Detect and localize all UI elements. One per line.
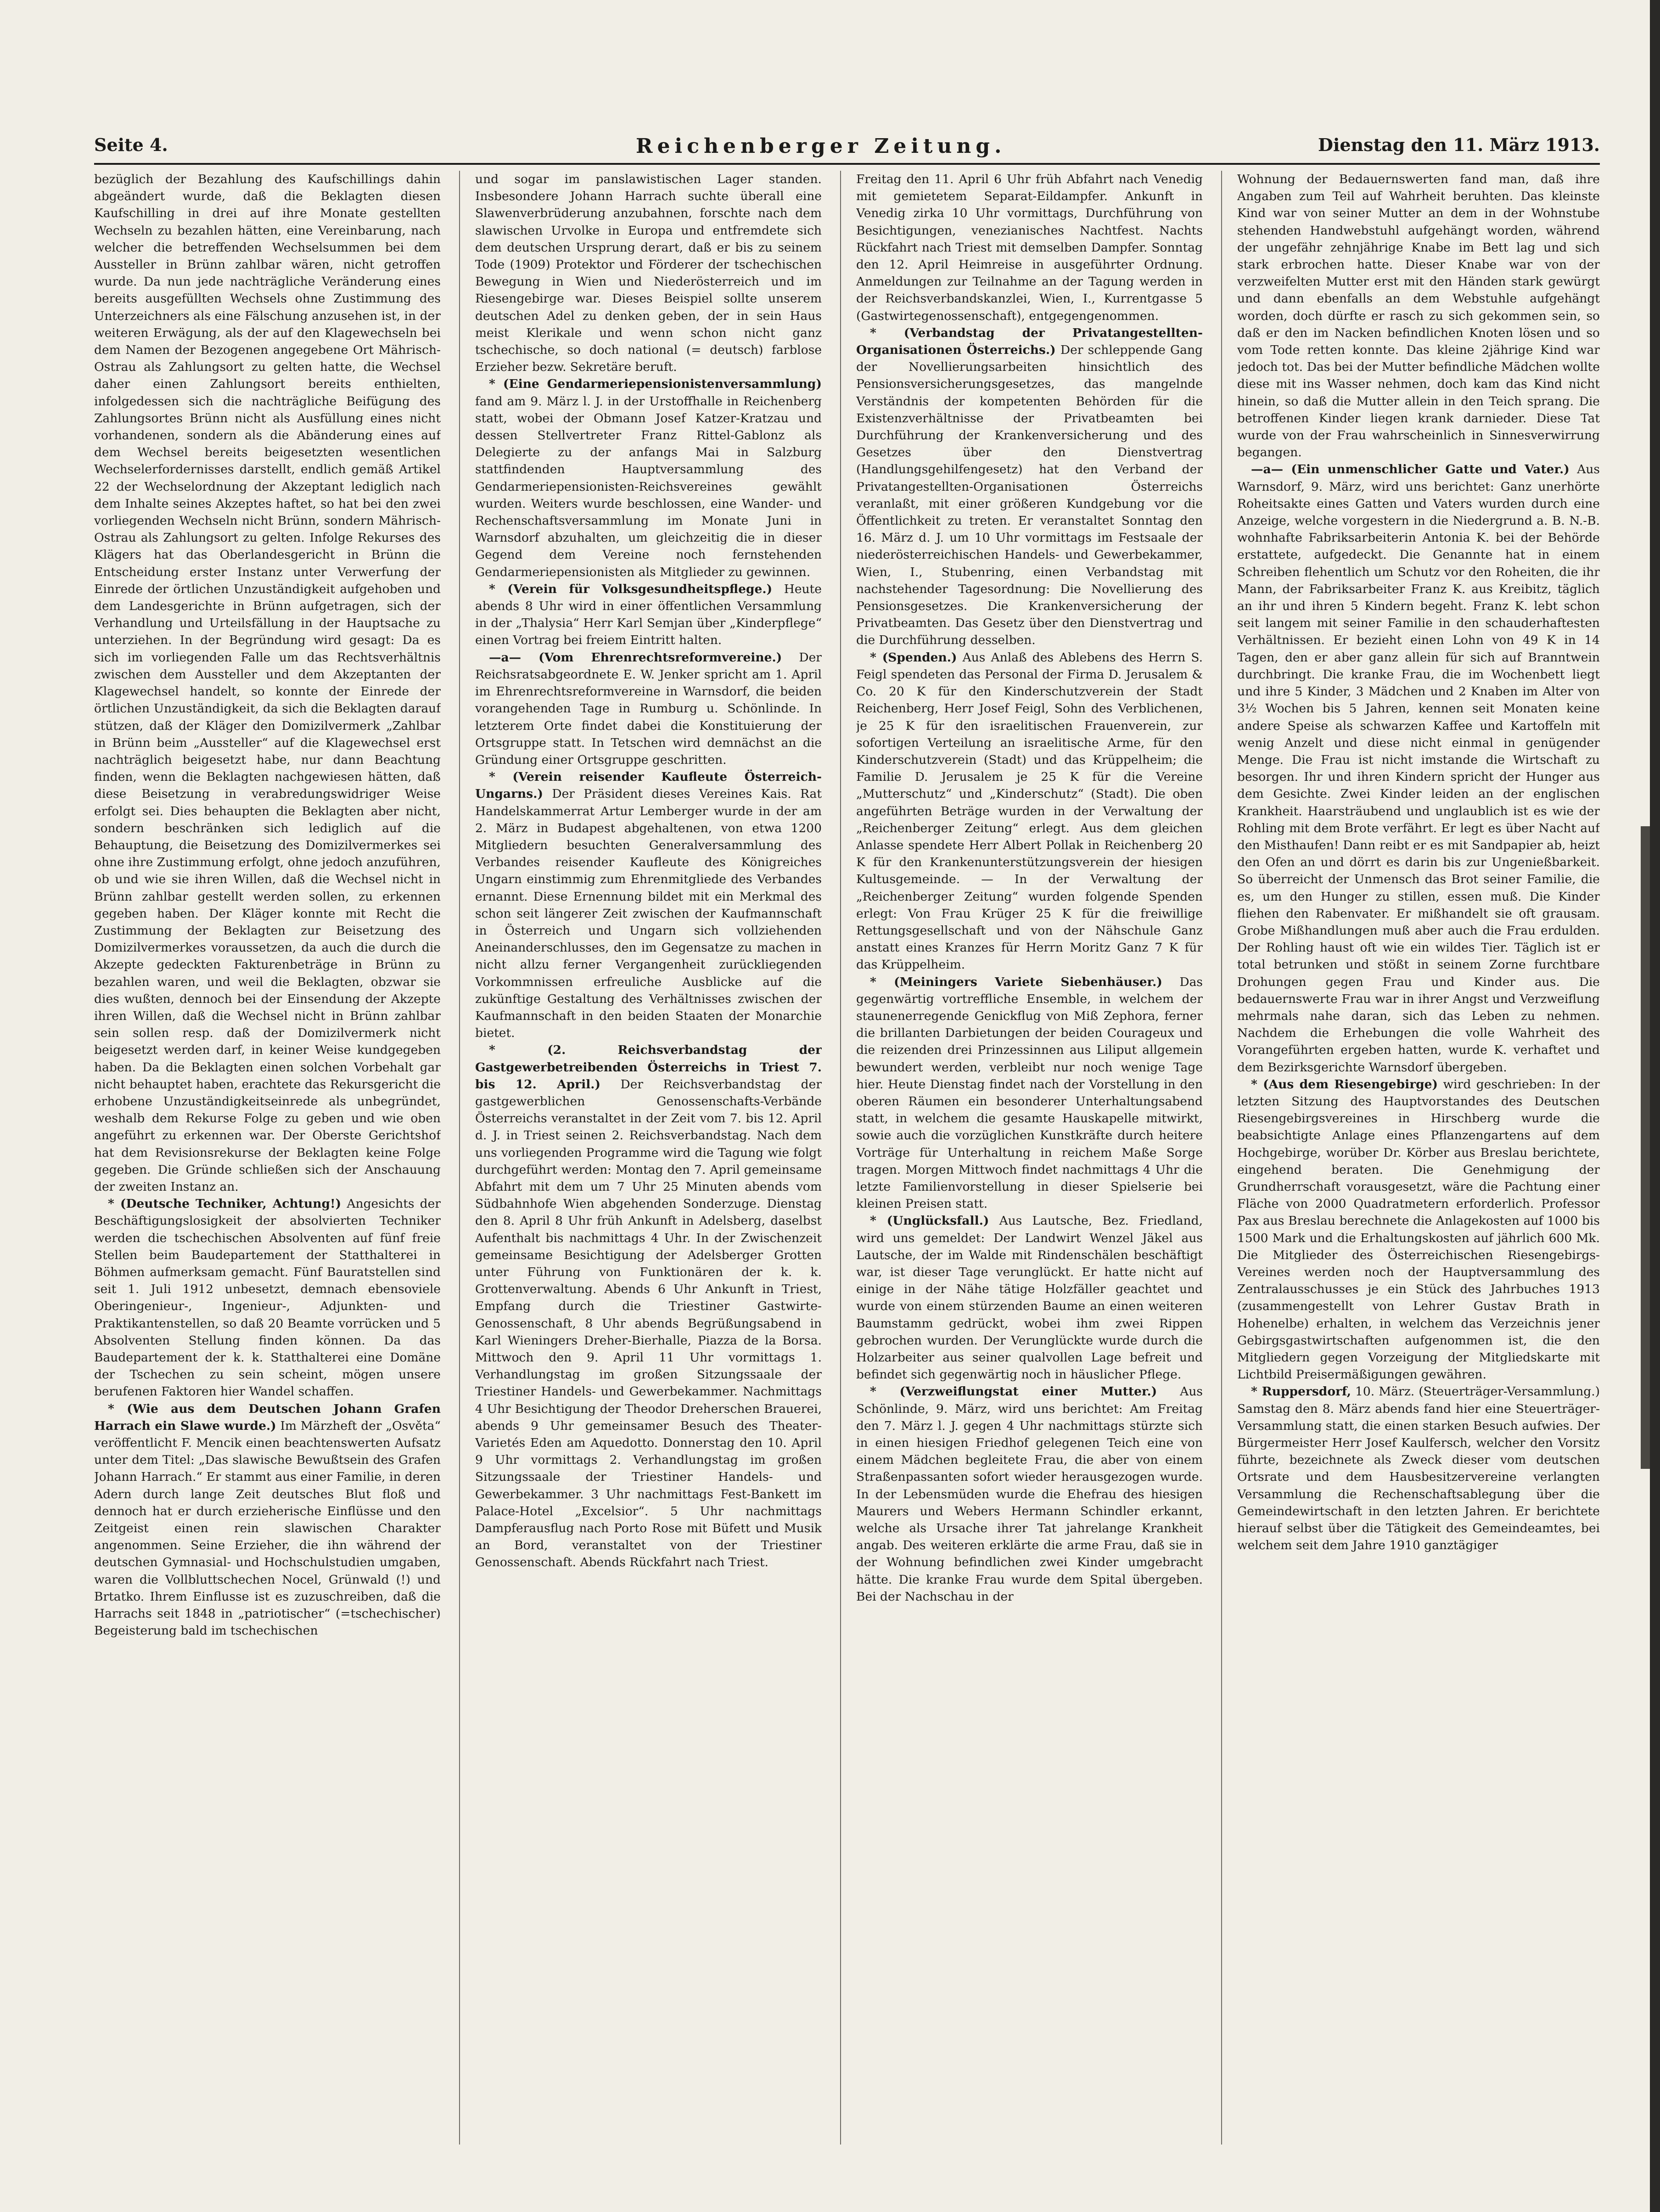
scan-edge-shadow — [1641, 826, 1650, 1469]
article-paragraph — [1237, 1383, 1600, 1554]
column-4 — [1237, 171, 1600, 2145]
article-paragraph — [856, 171, 1203, 325]
column-3 — [856, 171, 1203, 2145]
article-paragraph — [475, 768, 822, 1042]
column-2 — [475, 171, 822, 2145]
article-text: Der schleppende Gang der Novellierungsarbeiten hinsichtlich des Pensionsversicherungsgesetzes, das mangelnde Verständnis der kompetenten Behörden für die Existenzverhältnisse der Privatbeamten bei Durchführung der Krankenversicherung und des Gesetzes über den Dienstvertrag (Handlungsgehilfengesetz) hat den Verband der Privatangestellten-Organisationen Österreichs veranlaßt, mit einer größeren Kundgebung vor die Öffentlichkeit zu treten. Er veranstaltet Sonntag den 16. März d. J. um 10 Uhr vormittags im Festsaale der niederösterreichischen Handels- und Gewerbekammer, Wien, I., Stubenring, einen Verbandstag mit nachstehender Tagesordnung: Die Novellierung des Pensionsgesetzes. Die Krankenversicherung der Privatbeamten. Das Gesetz über den Dienstvertrag und die Durchführung desselben. — [856, 343, 1203, 648]
article-paragraph — [856, 1383, 1203, 1605]
newspaper-title: Reichenberger Zeitung. — [636, 134, 1006, 158]
article-paragraph — [94, 171, 441, 1195]
article-paragraph — [1237, 1076, 1600, 1383]
article-heading: * (Verein reisender Kaufleute Österreich-Ungarns.) — [475, 770, 822, 801]
article-heading: * (Aus dem Riesengebirge) — [1251, 1077, 1438, 1092]
article-heading: * (Deutsche Techniker, Achtung!) — [108, 1197, 342, 1211]
article-paragraph — [856, 649, 1203, 974]
article-heading: * (Verein für Volksgesundheitspflege.) — [489, 582, 773, 596]
article-paragraph — [475, 171, 822, 375]
article-paragraph — [94, 1195, 441, 1400]
article-heading: * (Spenden.) — [870, 650, 957, 665]
article-paragraph — [94, 1400, 441, 1640]
article-heading: —a— (Vom Ehrenrechtsreformvereine.) — [489, 650, 782, 665]
page-number: Seite 4. — [94, 134, 168, 155]
article-text: Der Reichsratsabgeordnete E. W. Jenker spricht am 1. April im Ehrenrechtsreformvereine in Warnsdorf, die beiden vorangehenden Tage in Rumburg u. Schönlinde. In letzterem Orte findet dabei die Konstituierung der Ortsgruppe statt. In Tetschen wird demnächst an die Gründung einer Ortsgruppe geschritten. — [475, 650, 822, 767]
column-rule — [840, 171, 841, 2145]
article-paragraph — [856, 1212, 1203, 1383]
article-paragraph — [856, 325, 1203, 649]
article-heading: * (Eine Gendarmeriepensionistenversammlung) — [489, 377, 822, 392]
article-text: fand am 9. März l. J. in der Urstoffhalle in Reichenberg statt, wobei der Obmann Josef Katzer-Kratzau und dessen Stellvertreter Franz Rittel-Gablonz als Delegierte zu der anfangs Mai in Salzburg stattfindenden Hauptversammlung des Gendarmeriepensionisten-Reichsvereines gewählt wurden. Weiters wurde beschlossen, eine Wander- und Rechenschaftsversammlung im Monate Juni in Warnsdorf abzuhalten, um gleichzeitig die in dieser Gegend dem Vereine noch fernstehenden Gendarmeriepensionisten als Mitglieder zu gewinnen. — [475, 394, 822, 579]
column-rule — [459, 171, 460, 2145]
article-text: Das gegenwärtig vortreffliche Ensemble, in welchem der staunenerregende Genickflug von Miß Zephora, ferner die brillanten Darbietungen der beiden Courageux und die reizenden drei Prinzessinnen aus Liliput allgemein bewundert werden, verbleibt nur noch wenige Tage hier. Heute Dienstag findet nach der Vorstellung in den oberen Räumen ein besonderer Unterhaltungsabend statt, in welchem die gesamte Hauskapelle mitwirkt, sowie auch die vorzüglichen Kunstkräfte durch heitere Vorträge für Unterhaltung in reichem Maße Sorge tragen. Morgen Mittwoch findet nachmittags 4 Uhr die letzte Familienvorstellung in dieser Spielserie bei kleinen Preisen statt. — [856, 974, 1203, 1211]
article-heading: * (Wie aus dem Deutschen Johann Grafen Harrach ein Slawe wurde.) — [94, 1401, 441, 1433]
article-heading: * Ruppersdorf, — [1251, 1384, 1351, 1399]
scan-edge — [1650, 0, 1660, 2212]
article-heading: * (Meiningers Variete Siebenhäuser.) — [870, 974, 1162, 989]
column-1 — [94, 171, 441, 2145]
article-text: Freitag den 11. April 6 Uhr früh Abfahrt nach Venedig mit gemietetem Separat-Eildampfer. Ankunft in Venedig zirka 10 Uhr vormittags, Durchführung von Besichtigungen, venezianisches Nachtfest. Nachts Rückfahrt nach Triest mit demselben Dampfer. Sonntag den 12. April Heimreise in ausgeführter Ordnung. Anmeldungen zur Teilnahme an der Tagung werden in der Reichsverbandskanzlei, Wien, I., Kurrentgasse 5 (Gastwirtegenossenschaft), entgegengenommen. — [856, 172, 1203, 323]
article-text: Aus Lautsche, Bez. Friedland, wird uns gemeldet: Der Landwirt Wenzel Jäkel aus Lautsche, der im Walde mit Rindenschälen beschäftigt war, ist dieser Tage verunglückt. Er hatte nicht auf einige in der Nähe tätige Holzfäller geachtet und wurde von einem stürzenden Baume an einen weiteren Baumstamm gedrückt, wobei ihm zwei Rippen gebrochen wurden. Der Verunglückte wurde durch die Holzarbeiter aus seiner qualvollen Lage befreit und befindet sich gegenwärtig noch in häuslicher Pflege. — [856, 1214, 1203, 1382]
article-text: Der Präsident dieses Vereines Kais. Rat Handelskammerrat Artur Lemberger wurde in der am 2. März in Budapest abgehaltenen, von etwa 1200 Mitgliedern besuchten Generalversammlung des Verbandes reisender Kaufleute des Königreiches Ungarn einstimmig zum Ehrenmitgliede des Verbandes ernannt. Diese Ernennung bildet mit ein Merkmal des schon seit längerer Zeit zwischen der Kaufmannschaft in Österreich und Ungarn sich vollziehenden Aneinanderschlusses, den im Gegensatze zu machen in nicht allzu ferner Vergangenheit zurückliegenden Vorkommnissen erfreuliche Ausblicke auf die zukünftige Gestaltung des Verhältnisses zwischen der Kaufmannschaft in den beiden Staaten der Monarchie bietet. — [475, 787, 822, 1041]
issue-date: Dienstag den 11. März 1913. — [1318, 134, 1600, 155]
article-text: Im Märzheft der „Osvěta“ veröffentlicht F. Mencik einen beachtenswerten Aufsatz unter dem Titel: „Das slawische Bewußtsein des Grafen Johann Harrach.“ Er stammt aus einer Familie, in deren Adern durch lange Zeit deutsches Blut floß und dennoch hat er durch erzieherische Einflüsse und den Zeitgeist einen rein slawischen Charakter angenommen. Seine Erzieher, die ihn während der deutschen Gymnasial- und Hochschulstudien umgaben, waren die Vollbluttschechen Nocel, Grünwald (!) und Brtatko. Ihrem Einflusse ist es zuzuschreiben, daß die Harrachs seit 1848 in „patriotischer“ (=tschechischer) Begeisterung bald im tschechischen — [94, 1418, 441, 1638]
column-rule — [1221, 171, 1222, 2145]
article-text: Aus Warnsdorf, 9. März, wird uns berichtet: Ganz unerhörte Roheitsakte eines Gatten und Vaters wurden durch eine Anzeige, welche vorgestern in die Niedergrund a. B. N.-B. wohnhafte Fabriksarbeiterin Antonia K. bei der Behörde erstattete, aufgedeckt. Die Genannte hat in einem Schreiben flehentlich um Schutz vor den Roheiten, die ihr Mann, der Fabriksarbeiter Franz K. aus Kreibitz, täglich an ihr und ihren 5 Kindern begeht. Franz K. lebt schon seit langem mit seiner Familie in den schauderhaftesten Verhältnissen. Er bezieht einen Lohn von 49 K in 14 Tagen, den er aber ganz allein für sich auf Branntwein durchbringt. Die kranke Frau, die im Wochenbett liegt und ihre 5 Kinder, 3 Mädchen und 2 Knaben im Alter von 3½ Wochen bis 5 Jahren, kennen seit Monaten keine andere Speise als schwarzen Kaffee und Kartoffeln mit wenig Anzelt und diese nicht einmal in genügender Menge. Die Frau ist nicht imstande die Wirtschaft zu besorgen. Ihr und ihren Kindern spricht der Hunger aus dem Gesichte. Zwei Kinder leiden an der englischen Krankheit. Haarsträubend und unglaublich ist es wie der Rohling mit dem Brote verfährt. Er legt es über Nacht auf den Misthaufen! Dann reibt er es mit Sandpapier ab, heizt den Ofen an und dörrt es darin bis zur Ungenießbarkeit. So überreicht der Unmensch das Brot seiner Familie, die es, um den Hunger zu stillen, essen muß. Die Kinder fliehen den Rabenvater. Er mißhandelt sie oft grausam. Grobe Mißhandlungen muß aber auch die Frau erdulden. Der Rohling haust oft wie ein wildes Tier. Täglich ist er total betrunken und stößt in seinem Zorne furchtbare Drohungen gegen Frau und Kinder aus. Die bedauernswerte Frau war in ihrer Angst und Verzweiflung mehrmals nahe daran, sich das Leben zu nehmen. Nachdem die Erhebungen die volle Wahrheit des Vorangeführten ergeben hatten, wurde K. verhaftet und dem Bezirksgerichte Warnsdorf übergeben. — [1237, 462, 1600, 1075]
article-paragraph — [475, 1042, 822, 1571]
article-text: Aus Anlaß des Ablebens des Herrn S. Feigl spendeten das Personal der Firma D. Jerusalem & Co. 20 K für den Kinderschutzverein der Stadt Reichenberg, Herr Josef Feigl, Sohn des Verblichenen, je 25 K für den israelitischen Frauenverein, zur sofortigen Verteilung an israelitische Arme, für den Kinderschutzverein (Stadt) und das Krüppelheim; die Familie D. Jerusalem je 25 K für die Vereine „Mutterschutz“ und „Kinderschutz“ (Stadt). Die oben angeführten Beträge wurden in der Verwaltung der „Reichenberger Zeitung“ erlegt. Aus dem gleichen Anlasse spendete Herr Albert Pollak in Reichenberg 20 K für den Krankenunterstützungsverein der hiesigen Kultusgemeinde. — In der Verwaltung der „Reichenberger Zeitung“ wurden folgende Spenden erlegt: Von Frau Krüger 25 K für die freiwillige Rettungsgesellschaft und von der Nähschule Ganz anstatt eines Kranzes für Herrn Moritz Ganz 7 K für das Krüppelheim. — [856, 650, 1203, 972]
article-heading: * (Verzweiflungstat einer Mutter.) — [870, 1384, 1157, 1399]
article-heading: * (Verbandstag der Privatangestellten-Organisationen Österreichs.) — [856, 325, 1203, 358]
article-paragraph — [475, 581, 822, 649]
article-text: Der Reichsverbandstag der gastgewerblichen Genossenschafts-Verbände Österreichs veranstaltet in der Zeit vom 7. bis 12. April d. J. in Triest seinen 2. Reichsverbandstag. Nach dem uns vorliegenden Programme wird die Tagung wie folgt durchgeführt werden: Montag den 7. April gemeinsame Abfahrt mit dem um 7 Uhr 25 Minuten abends vom Südbahnhofe Wien abgehenden Sonderzuge. Dienstag den 8. April 8 Uhr früh Ankunft in Adelsberg, daselbst Aufenthalt bis nachmittags 4 Uhr. In der Zwischenzeit gemeinsame Besichtigung der Adelsberger Grotten unter Führung von Funktionären der k. k. Grottenverwaltung. Abends 6 Uhr Ankunft in Triest, Empfang durch die Triestiner Gastwirte-Genossenschaft, 8 Uhr abends Begrüßungsabend in Karl Wieningers Dreher-Bierhalle, Piazza de la Borsa. Mittwoch den 9. April 11 Uhr vormittags 1. Verhandlungstag im großen Sitzungssaale der Triestiner Handels- und Gewerbekammer. Nachmittags 4 Uhr Besichtigung der Theodor Dreherschen Brauerei, abends 9 Uhr gemeinsamer Besuch des Theater-Varietés Eden am Aquedotto. Donnerstag den 10. April 9 Uhr vormittags 2. Verhandlungstag im großen Sitzungssaale der Triestiner Handels- und Gewerbekammer. 3 Uhr nachmittags Fest-Bankett im Palace-Hotel „Excelsior“. 5 Uhr nachmittags Dampferausflug nach Porto Rose mit Büfett und Musik an Bord, veranstaltet von der Triestiner Genossenschaft. Abends Rückfahrt nach Triest. — [475, 1077, 822, 1570]
article-heading: —a— (Ein unmenschlicher Gatte und Vater.) — [1251, 462, 1570, 477]
article-text: 10. März. (Steuerträger-Versammlung.) Samstag den 8. März abends fand hier eine Steuerträger-Versammlung statt, die einen starken Besuch aufwies. Der Bürgermeister Herr Josef Kaulfersch, welcher den Vorsitz führte, bezeichnete als Zweck dieser vom deutschen Ortsrate und dem Hausbesitzervereine verlangten Versammlung die Rechenschaftsablegung über die Gemeindewirtschaft in den letzten Jahren. Er berichtete hierauf selbst über die Tätigkeit des Gemeindeamtes, bei welchem seit dem Jahre 1910 ganztägiger — [1237, 1384, 1600, 1553]
article-paragraph — [856, 974, 1203, 1213]
article-text: und sogar im panslawistischen Lager standen. Insbesondere Johann Harrach suchte überall eine Slawenverbrüderung anzubahnen, forschte nach dem slawischen Urvolke in Europa und entfremdete sich dem deutschen Ursprung derart, daß er bis zu seinem Tode (1909) Protektor und Förderer der tschechischen Bewegung in Wien und Niederösterreich und im Riesengebirge war. Dieses Beispiel sollte unserem deutschen Adel zu denken geben, der in sein Haus meist Klerikale und wenn schon nicht ganz tschechische, so doch national (= deutsch) farblose Erzieher bezw. Sekretäre beruft. — [475, 172, 822, 375]
page-header — [94, 131, 1600, 165]
article-paragraph — [1237, 461, 1600, 1075]
article-text: Wohnung der Bedauernswerten fand man, daß ihre Angaben zum Teil auf Wahrheit beruhten. Das kleinste Kind war von seiner Mutter an dem in der Wohnstube stehenden Handwebstuhl aufgehängt worden, während der ungefähr zehnjährige Knabe im Bett lag und sich stark erbrochen hatte. Dieser Knabe war von der verzweifelten Mutter erst mit den Händen stark gewürgt und dann ebenfalls an dem Webstuhle aufgehängt worden, doch dürfte er rasch zu sich gekommen sein, so daß er den im Nacken befindlichen Knoten lösen und so vom Tode retten konnte. Das kleine 2jährige Kind war jedoch tot. Das bei der Mutter befindliche Mädchen wollte diese mit ins Wasser nehmen, doch kam das Kind nicht hinein, so daß die Mutter allein in den Teich sprang. Die betroffenen Kinder liegen krank darnieder. Diese Tat wurde von der Frau wahrscheinlich in Sinnesverwirrung begangen. — [1237, 172, 1600, 460]
article-paragraph — [1237, 171, 1600, 461]
article-text: bezüglich der Bezahlung des Kaufschillings dahin abgeändert wurde, daß die Beklagten diesen Kaufschilling in drei auf ihre Monate gestellten Wechseln zu bezahlen hätten, eine Vereinbarung, nach welcher die betreffenden Wechselsummen bei dem Aussteller in Brünn zahlbar wären, nicht getroffen wurde. Da nun jede nachträgliche Veränderung eines bereits ausgefüllten Wechsels ohne Zustimmung des Unterzeichners als eine Fälschung anzusehen ist, in der weiteren Erwägung, als der auf den Klagewechseln bei dem Namen der Bezogenen angegebene Ort Mährisch-Ostrau als Zahlungsort zu gelten hatte, die Wechsel daher einen Zahlungsort bereits enthielten, infolgedessen sich die nachträgliche Beifügung des Zahlungsortes Brünn nicht als Ausfüllung eines nicht vorhandenen, sondern als die Abänderung eines auf dem Wechsel bereits beigesetzten wesentlichen Wechselerfordernisses darstellt, endlich gemäß Artikel 22 der Wechselordnung der Akzeptant lediglich nach dem Inhalte seines Akzeptes haftet, so hat bei den zwei vorliegenden Wechseln nicht Brünn, sondern Mährisch-Ostrau als Zahlungsort zu gelten. Infolge Rekurses des Klägers hat das Oberlandesgericht in Brünn die Entscheidung erster Instanz unter Verwerfung der Einrede der örtlichen Unzuständigkeit aufgehoben und dem Landesgerichte in Brünn aufgetragen, sich der Verhandlung und Urteilsfällung in der Hauptsache zu unterziehen. In der Begründung wird gesagt: Da es sich im vorliegenden Falle um das Rechtsverhältnis zwischen dem Aussteller und dem Akzeptanten der Klagewechsel handelt, so konnte der Einrede der örtlichen Unzuständigkeit, da sich die Beklagten darauf stützen, daß der Kläger den Domizilvermerk „Zahlbar in Brünn beim „Aussteller“ auf die Klagewechsel erst nachträglich beigesetzt habe, nur dann Beachtung finden, wenn die Beklagten nachgewiesen hätten, daß diese Beisetzung in verabredungswidriger Weise erfolgt sei. Dies behaupten die Beklagten aber nicht, sondern beschränken sich lediglich auf die Behauptung, die Beisetzung des Domizilvermerkes sei ohne ihre Zustimmung erfolgt, ohne jedoch anzuführen, ob und wie sie ihren Willen, daß die Wechsel nicht in Brünn zahlbar gestellt werden sollen, zu erkennen gegeben haben. Der Kläger konnte mit Recht die Zustimmung der Beklagten zur Beisetzung des Domizilvermerkes voraussetzen, da auch die durch die Akzepte gedeckten Fakturenbeträge in Brünn zu bezahlen waren, und weil die Beklagten, obzwar sie dies wußten, dennoch bei der Einsendung der Akzepte ihren Willen, daß die Wechsel nicht in Brünn zahlbar sein sollen resp. daß der Domizilvermerk nicht beigesetzt werden darf, in keiner Weise kundgegeben haben. Da die Beklagten einen solchen Vorbehalt gar nicht behauptet haben, erachtete das Rekursgericht die erhobene Unzuständigkeitseinrede als unbegründet, weshalb dem Rekurse Folge zu geben und wie oben angeführt zu erkennen war. Der Oberste Gerichtshof hat dem Revisionsrekurse der Beklagten keine Folge gegeben. Die Gründe schließen sich der Anschauung der zweiten Instanz an. — [94, 172, 441, 1194]
article-paragraph — [475, 375, 822, 580]
article-text: Heute abends 8 Uhr wird in einer öffentlichen Versammlung in der „Thalysia“ Herr Karl Semjan über „Kinderpflege“ einen Vortrag bei freiem Eintritt halten. — [475, 582, 822, 648]
article-heading: * (2. Reichsverbandstag der Gastgewerbetreibenden Österreichs in Triest 7. bis 12. April.) — [475, 1043, 822, 1092]
article-text: Angesichts der Beschäftigungslosigkeit der absolvierten Techniker werden die tschechischen Absolventen auf fünf freie Stellen beim Baudepartement der Statthalterei in Böhmen aufmerksam gemacht. Fünf Bauratstellen sind seit 1. Juli 1912 unbesetzt, demnach ebensoviele Oberingenieur-, Ingenieur-, Adjunkten- und Praktikantenstellen, so daß 20 Beamte vorrücken und 5 Absolventen Stellung finden können. Da das Baudepartement der k. k. Statthalterei eine Domäne der Tschechen zu sein scheint, mögen unsere berufenen Faktoren hier Wandel schaffen. — [94, 1197, 441, 1399]
article-paragraph — [475, 649, 822, 768]
article-text: Aus Schönlinde, 9. März, wird uns berichtet: Am Freitag den 7. März l. J. gegen 4 Uhr nachmittags stürzte sich in einen hiesigen Friedhof gelegenen Teich eine von einem Mädchen begleitete Frau, die aber von einem Straßenpassanten sofort wieder herausgezogen wurde. In der Lebensmüden wurde die Ehefrau des hiesigen Maurers und Webers Hermann Schindler erkannt, welche als Ursache ihrer Tat jahrelange Krankheit angab. Des weiteren erklärte die arme Frau, daß sie in der Wohnung befindlichen zwei Kinder umgebracht hätte. Die kranke Frau wurde dem Spital übergeben. Bei der Nachschau in der — [856, 1384, 1203, 1604]
article-heading: * (Unglücksfall.) — [870, 1214, 989, 1228]
article-text: wird geschrieben: In der letzten Sitzung des Hauptvorstandes des Deutschen Riesengebirgsvereines in Hirschberg wurde die beabsichtigte Anlage eines Pflanzengartens auf dem Hochgebirge, worüber Dr. Körber aus Breslau berichtete, eingehend beraten. Die Genehmigung der Grundherrschaft vorausgesetzt, wäre die Pachtung einer Fläche von 2000 Quadratmetern erforderlich. Professor Pax aus Breslau berechnete die Anlagekosten auf 1000 bis 1500 Mark und die Erhaltungskosten auf jährlich 600 Mk. Die Mitglieder des Österreichischen Riesengebirgs-Vereines werden noch der Hauptversammlung des Zentralausschusses je ein Stück des Jahrbuches 1913 (zusammengestellt von Lehrer Gustav Brath in Hohenelbe) erhalten, in welchem das Verzeichnis jener Gebirgsgastwirtschaften aufgenommen ist, die den Mitgliedern gegen Vorzeigung der Mitgliedskarte mit Lichtbild Preisermäßigungen gewähren. — [1237, 1077, 1600, 1382]
